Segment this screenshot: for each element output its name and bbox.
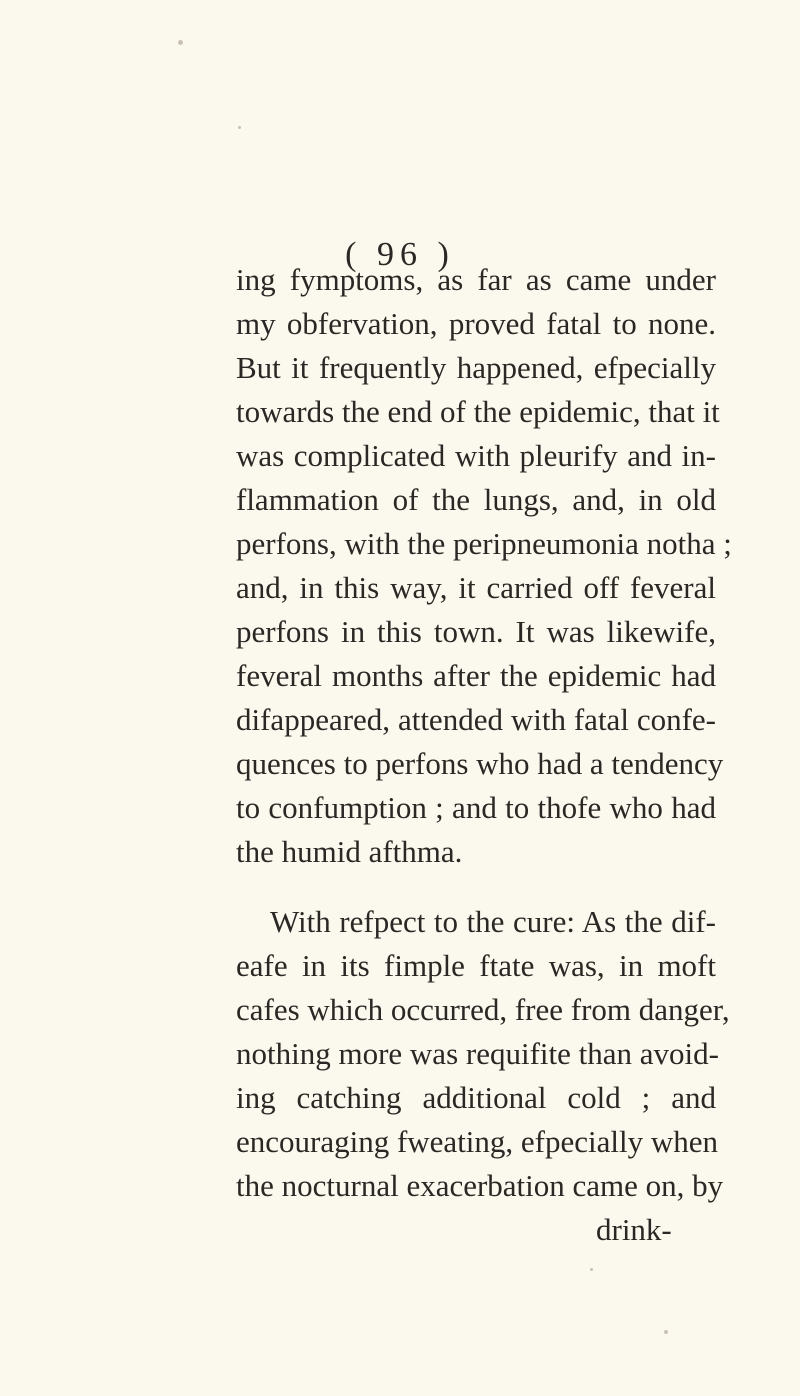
text-line: and, in this way, it carried off feveral	[236, 570, 716, 605]
text-line: quences to perfons who had a tendency	[236, 746, 724, 781]
paper-speck	[590, 1268, 593, 1271]
text-line: flammation of the lungs, and, in old	[236, 482, 716, 517]
text-line: nothing more was requifite than avoid-	[236, 1036, 719, 1071]
text-line: my obfervation, proved fatal to none.	[236, 306, 716, 341]
catchword: drink-	[596, 1212, 672, 1247]
text-line: the humid afthma.	[236, 834, 463, 869]
text-line: was complicated with pleurify and in-	[236, 438, 716, 473]
text-line: ing fymptoms, as far as came under	[236, 262, 716, 297]
text-line: With refpect to the cure: As the dif-	[270, 904, 716, 939]
paper-speck	[178, 40, 183, 45]
text-line: encouraging fweating, efpecially when	[236, 1124, 719, 1159]
text-line: perfons in this town. It was likewife,	[236, 614, 716, 649]
text-line: feveral months after the epidemic had	[236, 658, 716, 693]
text-line: towards the end of the epidemic, that it	[236, 394, 720, 429]
text-line: ing catching additional cold ; and	[236, 1080, 716, 1115]
page-number: ( 96 )	[345, 236, 455, 273]
text-line: cafes which occurred, free from danger,	[236, 992, 730, 1027]
text-line: difappeared, attended with fatal confe-	[236, 702, 716, 737]
text-line: eafe in its fimple ftate was, in moft	[236, 948, 716, 983]
text-line: the nocturnal exacerbation came on, by	[236, 1168, 724, 1203]
paper-speck	[664, 1330, 668, 1334]
paper-speck	[238, 126, 241, 129]
text-line: to confumption ; and to thofe who had	[236, 790, 716, 825]
text-line: But it frequently happened, efpecially	[236, 350, 716, 385]
text-line: perfons, with the peripneumonia notha ;	[236, 526, 732, 561]
